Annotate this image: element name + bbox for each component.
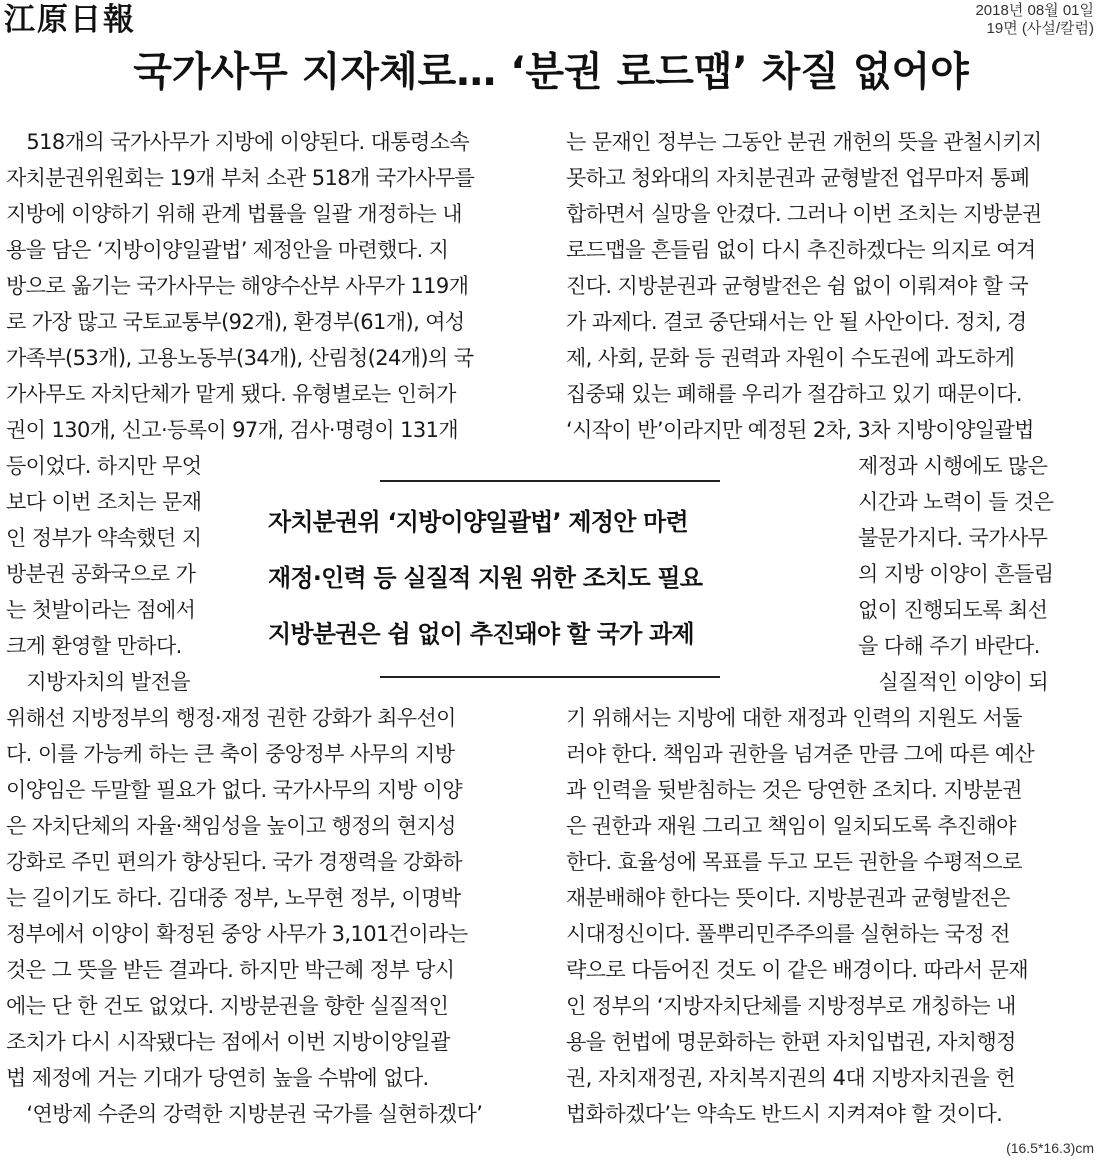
article-text-line: 권, 자치재정권, 자치복지권의 4대 지방자치권을 헌 [566, 1066, 1016, 1090]
article-text-line: 518개의 국가사무가 지방에 이양된다. 대통령소속 [6, 130, 470, 154]
article-text-line: 재분배해야 한다는 뜻이다. 지방분권과 균형발전은 [566, 886, 1010, 910]
article-text-line: 인 정부가 약속했던 지 [6, 526, 202, 550]
article-text-line: 용을 담은 ‘지방이양일괄법’ 제정안을 마련했다. 지 [6, 238, 449, 262]
article-text-line: 조치가 다시 시작됐다는 점에서 이번 지방이양일괄 [6, 1030, 450, 1054]
article-text-line: 인 정부의 ‘지방자치단체를 지방정부로 개칭하는 내 [566, 994, 1016, 1018]
subheadline-3: 지방분권은 쉼 없이 추진돼야 할 국가 과제 [268, 620, 694, 648]
article-text-line: 은 자치단체의 자율·책임성을 높이고 행정의 현지성 [6, 814, 456, 838]
article-text-line: 없이 진행되도록 최선 [858, 598, 1048, 622]
article-text-line: 는 길이기도 하다. 김대중 정부, 노무현 정부, 이명박 [6, 886, 461, 910]
article-text-line: 한다. 효율성에 목표를 두고 모든 권한을 수평적으로 [566, 850, 1022, 874]
article-text-line: 합하면서 실망을 안겼다. 그러나 이번 조치는 지방분권 [566, 202, 1042, 226]
article-text-line: 제, 사회, 문화 등 권력과 자원이 수도권에 과도하게 [566, 346, 1015, 370]
article-text-line: 다. 이를 가능케 하는 큰 축이 중앙정부 사무의 지방 [6, 742, 455, 766]
article-text-line: 로 가장 많고 국토교통부(92개), 환경부(61개), 여성 [6, 310, 465, 334]
article-text-line: 법화하겠다’는 약속도 반드시 지켜져야 할 것이다. [566, 1102, 1003, 1126]
article-text-line: 은 권한과 재원 그리고 책임이 일치되도록 추진해야 [566, 814, 1016, 838]
subheadline-1: 자치분권위 ‘지방이양일괄법’ 제정안 마련 [268, 508, 688, 536]
subheadline-top-rule [380, 480, 720, 482]
article-text-line: 로드맵을 흔들림 없이 다시 추진하겠다는 의지로 여겨 [566, 238, 1036, 262]
article-text-line: 정부에서 이양이 확정된 중앙 사무가 3,101건이라는 [6, 922, 468, 946]
article-text-line: 을 다해 주기 바란다. [858, 634, 1040, 658]
article-text-line: 러야 한다. 책임과 권한을 넘겨준 만큼 그에 따른 예산 [566, 742, 1035, 766]
article-text-line: 법 제정에 거는 기대가 당연히 높을 수밖에 없다. [6, 1066, 429, 1090]
article-text-line: 방으로 옮기는 국가사무는 해양수산부 사무가 119개 [6, 274, 469, 298]
article-text-line: 크게 환영할 만하다. [6, 634, 182, 658]
article-text-line: 지방자치의 발전을 [6, 670, 190, 694]
newspaper-masthead: 江原日報 [4, 2, 136, 38]
article-text-line: 에는 단 한 건도 없었다. 지방분권을 향한 실질적인 [6, 994, 449, 1018]
article-text-line: 방분권 공화국으로 가 [6, 562, 196, 586]
article-text-line: ‘시작이 반’이라지만 예정된 2차, 3차 지방이양일괄법 [566, 418, 1034, 442]
subheadline-bottom-rule [380, 676, 720, 678]
article-text-line: 는 첫발이라는 점에서 [6, 598, 196, 622]
article-text-line: 불문가지다. 국가사무 [858, 526, 1048, 550]
article-text-line: 기 위해서는 지방에 대한 재정과 인력의 지원도 서둘 [566, 706, 1022, 730]
issue-meta [975, 2, 1094, 38]
article-text-line: 는 문재인 정부는 그동안 분권 개헌의 뜻을 관철시키지 [566, 130, 1042, 154]
article-text-line: 보다 이번 조치는 문재 [6, 490, 202, 514]
article-text-line: 자치분권위원회는 19개 부처 소관 518개 국가사무를 [6, 166, 475, 190]
article-text-line: 위해선 지방정부의 행정·재정 권한 강화가 최우선이 [6, 706, 456, 730]
article-text-line: 강화로 주민 편의가 향상된다. 국가 경쟁력을 강화하 [6, 850, 462, 874]
article-text-line: 시대정신이다. 풀뿌리민주주의를 실현하는 국정 전 [566, 922, 1010, 946]
article-text-line: 시간과 노력이 들 것은 [858, 490, 1054, 514]
article-text-line: 제정과 시행에도 많은 [858, 454, 1048, 478]
article-text-line: 집중돼 있는 폐해를 우리가 절감하고 있기 때문이다. [566, 382, 1022, 406]
article-text-line: 가족부(53개), 고용노동부(34개), 산림청(24개)의 국 [6, 346, 474, 370]
article-text-line: 것은 그 뜻을 받든 결과다. 하지만 박근혜 정부 당시 [6, 958, 455, 982]
article-text-line: 가 과제다. 결코 중단돼서는 안 될 사안이다. 정치, 경 [566, 310, 1027, 334]
article-text-line: 용을 헌법에 명문화하는 한편 자치입법권, 자치행정 [566, 1030, 1016, 1054]
article-text-line: 진다. 지방분권과 균형발전은 쉼 없이 이뤄져야 할 국 [566, 274, 1029, 298]
subheadline-2: 재정·인력 등 실질적 지원 위한 조치도 필요 [268, 564, 703, 592]
article-size-note: (16.5*16.3)cm [1006, 1140, 1094, 1156]
article-text-line: 이양임은 두말할 필요가 없다. 국가사무의 지방 이양 [6, 778, 462, 802]
article-text-line: 지방에 이양하기 위해 관계 법률을 일괄 개정하는 내 [6, 202, 462, 226]
subheadline-box [262, 480, 830, 680]
issue-date: 2018년 08월 01일 [975, 2, 1094, 19]
article-text-line: 략으로 다듬어진 것도 이 같은 배경이다. 따라서 문재 [566, 958, 1029, 982]
article-text-line: 가사무도 자치단체가 맡게 됐다. 유형별로는 인허가 [6, 382, 456, 406]
article-text-line: 과 인력을 뒷받침하는 것은 당연한 조치다. 지방분권 [566, 778, 1022, 802]
article-text-line: 실질적인 이양이 되 [858, 670, 1049, 694]
article-text-line: 못하고 청와대의 자치분권과 균형발전 업무마저 통폐 [566, 166, 1030, 190]
article-text-line: 의 지방 이양이 흔들림 [858, 562, 1054, 586]
article-text-line: 권이 130개, 신고·등록이 97개, 검사·명령이 131개 [6, 418, 459, 442]
article-text-line: 등이었다. 하지만 무엇 [6, 454, 202, 478]
article-headline: 국가사무 지자체로… ‘분권 로드맵’ 차질 없어야 [133, 49, 969, 95]
page-section: 19면 (사설/칼럼) [986, 20, 1094, 37]
article-text-line: ‘연방제 수준의 강력한 지방분권 국가를 실현하겠다’ [6, 1102, 483, 1126]
